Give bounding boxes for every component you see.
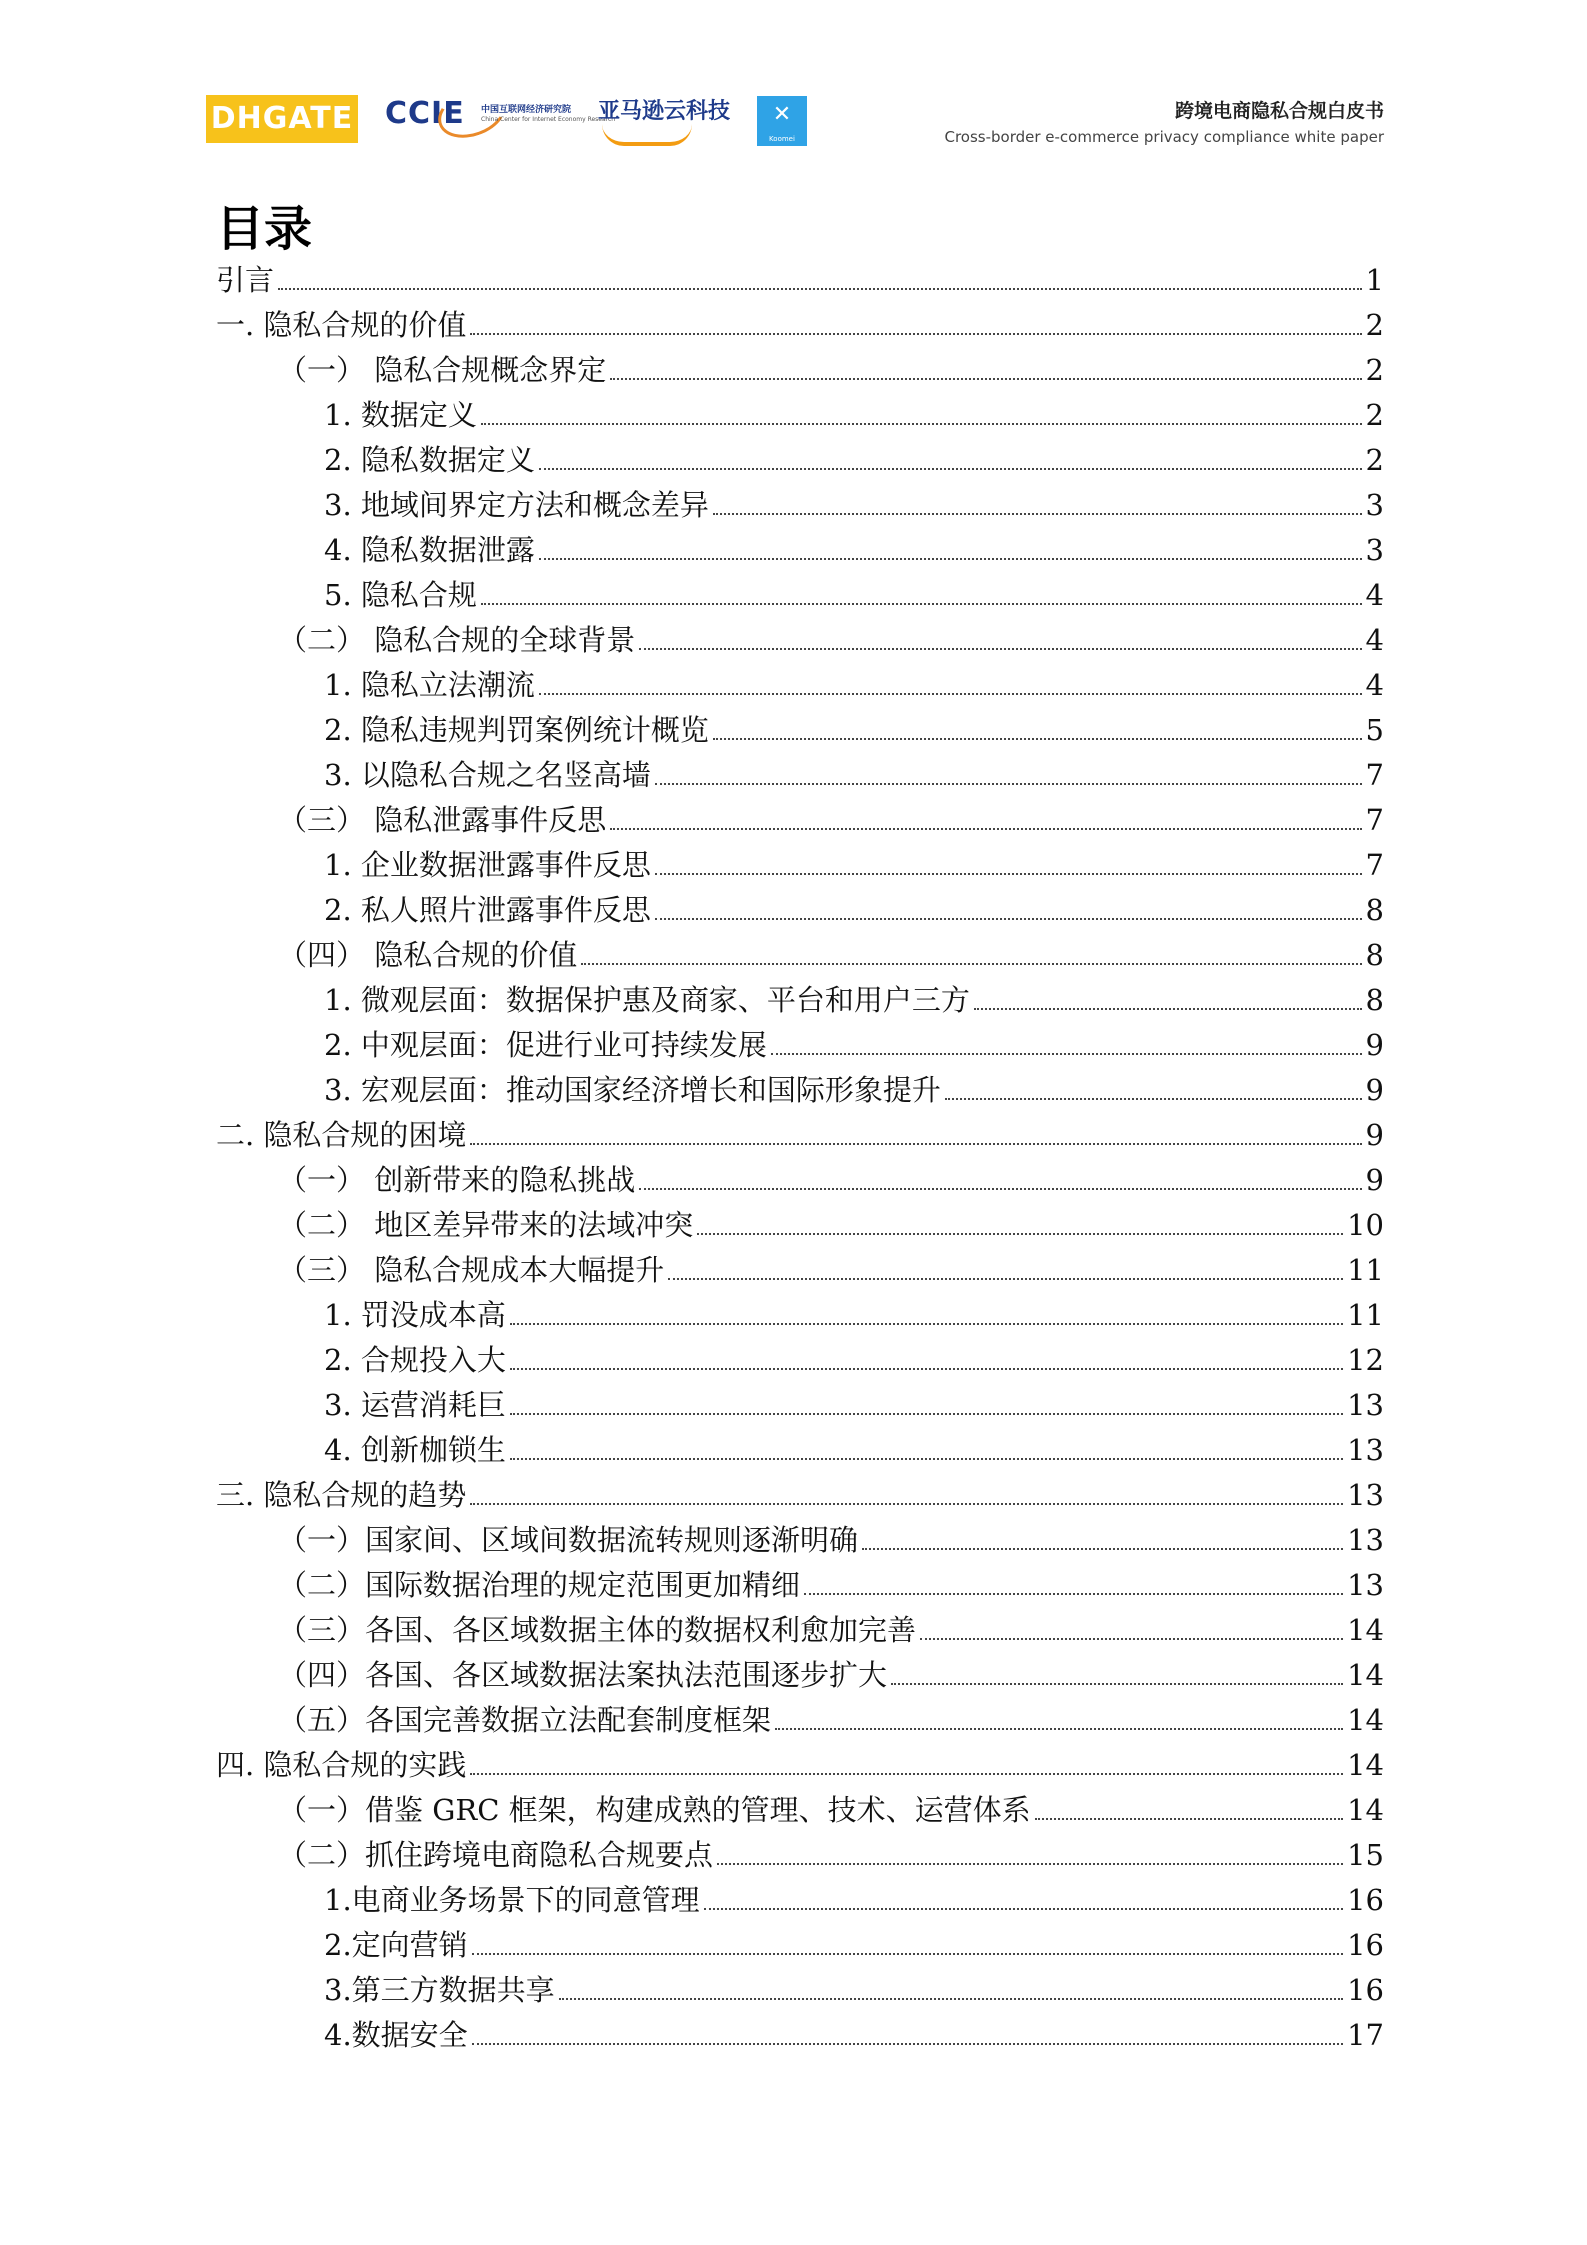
ccie-logo-cn: 中国互联网经济研究院	[481, 105, 572, 115]
toc-entry[interactable]	[324, 1332, 1384, 1377]
toc-entry[interactable]	[278, 1602, 1384, 1647]
amazon-cloud-logo-text: 亚马逊云科技	[598, 99, 731, 124]
toc-leader-dots	[891, 1683, 1343, 1685]
toc-leader-dots	[639, 1188, 1361, 1190]
toc-entry-page-number: 9	[1365, 1118, 1384, 1152]
toc-entry-page-number: 2	[1365, 308, 1384, 342]
toc-leader-dots	[510, 1323, 1343, 1325]
toc-leader-dots	[945, 1098, 1362, 1100]
toc-entry[interactable]	[216, 1107, 1384, 1152]
toc-entry[interactable]	[324, 477, 1384, 522]
toc-entry-page-number: 14	[1347, 1748, 1384, 1782]
toc-entry-label: （三） 隐私合规成本大幅提升	[278, 1253, 665, 1287]
koomei-logo	[757, 96, 807, 146]
toc-entry-page-number: 13	[1347, 1388, 1384, 1422]
toc-entry-page-number: 11	[1347, 1253, 1384, 1287]
toc-entry-page-number: 7	[1365, 758, 1384, 792]
toc-leader-dots	[539, 558, 1362, 560]
toc-entry[interactable]	[216, 297, 1384, 342]
koomei-logo-text: Koomei	[769, 135, 795, 143]
toc-entry-page-number: 13	[1347, 1478, 1384, 1512]
toc-leader-dots	[470, 333, 1361, 335]
toc-entry-page-number: 10	[1347, 1208, 1384, 1242]
toc-entry[interactable]	[324, 1422, 1384, 1467]
toc-entry-page-number: 13	[1347, 1568, 1384, 1602]
toc-entry[interactable]	[324, 882, 1384, 927]
toc-entry-label: 1. 微观层面：数据保护惠及商家、平台和用户三方	[324, 983, 970, 1017]
toc-leader-dots	[713, 738, 1362, 740]
toc-entry-label: 3. 以隐私合规之名竖高墙	[324, 758, 651, 792]
ccie-logo-mark: CCIE	[385, 96, 465, 131]
toc-entry[interactable]	[278, 1827, 1384, 1872]
toc-entry-label: （五）各国完善数据立法配套制度框架	[278, 1703, 772, 1737]
toc-leader-dots	[472, 2043, 1343, 2045]
toc-leader-dots	[470, 1773, 1343, 1775]
toc-entry-page-number: 14	[1347, 1658, 1384, 1692]
toc-entry[interactable]	[278, 1512, 1384, 1557]
toc-entry-page-number: 11	[1347, 1298, 1384, 1332]
toc-entry-label: （三）各国、各区域数据主体的数据权利愈加完善	[278, 1613, 917, 1647]
toc-entry-page-number: 3	[1365, 533, 1384, 567]
toc-leader-dots	[655, 783, 1362, 785]
toc-entry[interactable]	[278, 927, 1384, 972]
toc-entry[interactable]	[324, 567, 1384, 612]
toc-entry-label: 三. 隐私合规的趋势	[216, 1478, 467, 1512]
toc-entry[interactable]	[324, 1962, 1384, 2007]
toc-entry[interactable]	[216, 1467, 1384, 1512]
toc-entry[interactable]	[324, 1017, 1384, 1062]
toc-leader-dots	[862, 1548, 1343, 1550]
toc-entry-page-number: 17	[1347, 2018, 1384, 2052]
toc-leader-dots	[697, 1233, 1343, 1235]
toc-entry-label: 3. 宏观层面：推动国家经济增长和国际形象提升	[324, 1073, 941, 1107]
toc-leader-dots	[539, 468, 1362, 470]
toc-entry-label: （二）国际数据治理的规定范围更加精细	[278, 1568, 801, 1602]
toc-entry-page-number: 9	[1365, 1028, 1384, 1062]
toc-leader-dots	[704, 1908, 1343, 1910]
toc-leader-dots	[470, 1503, 1343, 1505]
toc-entry-label: （一） 隐私合规概念界定	[278, 353, 607, 387]
toc-entry-label: 2. 私人照片泄露事件反思	[324, 893, 651, 927]
toc-entry-page-number: 12	[1347, 1343, 1384, 1377]
toc-entry-label: 3. 地域间界定方法和概念差异	[324, 488, 709, 522]
toc-entry-label: 3.第三方数据共享	[324, 1973, 555, 2007]
toc-entry-page-number: 2	[1365, 398, 1384, 432]
toc-leader-dots	[668, 1278, 1343, 1280]
toc-leader-dots	[581, 963, 1361, 965]
toc-entry-page-number: 4	[1365, 578, 1384, 612]
toc-entry-page-number: 15	[1347, 1838, 1384, 1872]
toc-entry-label: 二. 隐私合规的困境	[216, 1118, 467, 1152]
toc-entry-page-number: 16	[1347, 1973, 1384, 2007]
toc-entry[interactable]	[324, 1377, 1384, 1422]
toc-entry[interactable]	[324, 702, 1384, 747]
toc-entry-page-number: 13	[1347, 1433, 1384, 1467]
toc-entry-page-number: 4	[1365, 623, 1384, 657]
toc-entry-page-number: 14	[1347, 1793, 1384, 1827]
toc-entry-label: （四） 隐私合规的价值	[278, 938, 578, 972]
toc-leader-dots	[481, 603, 1362, 605]
toc-entry-label: 四. 隐私合规的实践	[216, 1748, 467, 1782]
toc-leader-dots	[717, 1863, 1343, 1865]
toc-entry[interactable]	[324, 522, 1384, 567]
toc-entry[interactable]	[278, 1557, 1384, 1602]
toc-entry[interactable]	[278, 792, 1384, 837]
toc-entry-page-number: 7	[1365, 848, 1384, 882]
toc-entry-label: 2. 中观层面：促进行业可持续发展	[324, 1028, 767, 1062]
toc-entry[interactable]	[278, 1782, 1384, 1827]
toc-entry-label: （三） 隐私泄露事件反思	[278, 803, 607, 837]
toc-entry[interactable]	[278, 1692, 1384, 1737]
toc-entry[interactable]	[324, 837, 1384, 882]
toc-entry-label: （二）抓住跨境电商隐私合规要点	[278, 1838, 714, 1872]
toc-leader-dots	[775, 1728, 1343, 1730]
toc-entry-page-number: 2	[1365, 353, 1384, 387]
toc-entry-label: （一）国家间、区域间数据流转规则逐渐明确	[278, 1523, 859, 1557]
toc-leader-dots	[510, 1458, 1343, 1460]
toc-leader-dots	[804, 1593, 1343, 1595]
toc-leader-dots	[639, 648, 1361, 650]
table-of-contents	[0, 252, 1587, 2052]
page-header	[0, 0, 1587, 170]
toc-entry-page-number: 1	[1365, 263, 1384, 297]
ccie-logo	[385, 90, 616, 152]
toc-entry[interactable]	[216, 1737, 1384, 1782]
toc-entry[interactable]	[324, 2007, 1384, 2052]
amazon-cloud-logo	[598, 94, 748, 150]
toc-entry-page-number: 13	[1347, 1523, 1384, 1557]
toc-entry[interactable]	[278, 612, 1384, 657]
toc-entry-page-number: 8	[1365, 938, 1384, 972]
toc-leader-dots	[278, 288, 1362, 290]
document-title-en: Cross-border e-commerce privacy compliance white paper	[944, 128, 1384, 146]
toc-entry-page-number: 16	[1347, 1928, 1384, 1962]
toc-entry-label: 4.数据安全	[324, 2018, 468, 2052]
toc-entry-label: （四）各国、各区域数据法案执法范围逐步扩大	[278, 1658, 888, 1692]
amazon-smile-icon	[602, 124, 692, 146]
toc-entry-label: （二） 地区差异带来的法域冲突	[278, 1208, 694, 1242]
toc-leader-dots	[610, 378, 1361, 380]
toc-entry-label: 1. 罚没成本高	[324, 1298, 506, 1332]
toc-entry-label: 1. 数据定义	[324, 398, 477, 432]
toc-leader-dots	[655, 873, 1362, 875]
toc-entry-label: 3. 运营消耗巨	[324, 1388, 506, 1422]
toc-leader-dots	[655, 918, 1362, 920]
toc-entry[interactable]	[324, 432, 1384, 477]
ccie-logo-en: China Center for Internet Economy Research	[481, 116, 616, 123]
toc-entry-label: 1. 隐私立法潮流	[324, 668, 535, 702]
toc-entry-page-number: 14	[1347, 1613, 1384, 1647]
toc-entry[interactable]	[324, 1287, 1384, 1332]
toc-entry-page-number: 14	[1347, 1703, 1384, 1737]
toc-entry[interactable]	[324, 657, 1384, 702]
toc-entry[interactable]	[324, 1917, 1384, 1962]
toc-leader-dots	[974, 1008, 1362, 1010]
toc-entry[interactable]	[324, 1872, 1384, 1917]
toc-entry[interactable]	[278, 1242, 1384, 1287]
toc-entry-label: 1.电商业务场景下的同意管理	[324, 1883, 700, 1917]
toc-entry-page-number: 8	[1365, 983, 1384, 1017]
toc-entry-page-number: 9	[1365, 1073, 1384, 1107]
toc-entry-page-number: 4	[1365, 668, 1384, 702]
toc-entry-page-number: 5	[1365, 713, 1384, 747]
toc-entry[interactable]	[324, 972, 1384, 1017]
dhgate-logo: DHGATE	[206, 95, 358, 143]
toc-leader-dots	[771, 1053, 1362, 1055]
toc-entry-page-number: 3	[1365, 488, 1384, 522]
toc-entry-page-number: 2	[1365, 443, 1384, 477]
toc-entry-label: 4. 隐私数据泄露	[324, 533, 535, 567]
toc-entry[interactable]	[216, 252, 1384, 297]
toc-entry-label: 4. 创新枷锁生	[324, 1433, 506, 1467]
toc-leader-dots	[510, 1413, 1343, 1415]
toc-entry-label: 2. 隐私数据定义	[324, 443, 535, 477]
document-title-cn: 跨境电商隐私合规白皮书	[1174, 100, 1384, 122]
toc-entry[interactable]	[278, 342, 1384, 387]
koomei-k-icon: ✕	[772, 102, 792, 127]
toc-entry-label: 5. 隐私合规	[324, 578, 477, 612]
toc-entry[interactable]	[324, 747, 1384, 792]
toc-entry-label: 引言	[216, 263, 275, 297]
toc-entry-label: 2. 隐私违规判罚案例统计概览	[324, 713, 709, 747]
toc-leader-dots	[539, 693, 1362, 695]
toc-leader-dots	[920, 1638, 1343, 1640]
toc-leader-dots	[610, 828, 1361, 830]
toc-entry-label: （一） 创新带来的隐私挑战	[278, 1163, 636, 1197]
toc-entry-page-number: 8	[1365, 893, 1384, 927]
toc-entry-label: 1. 企业数据泄露事件反思	[324, 848, 651, 882]
toc-leader-dots	[713, 513, 1362, 515]
toc-leader-dots	[559, 1998, 1343, 2000]
toc-entry[interactable]	[324, 387, 1384, 432]
toc-leader-dots	[481, 423, 1362, 425]
toc-entry-page-number: 7	[1365, 803, 1384, 837]
toc-entry-label: （一）借鉴 GRC 框架，构建成熟的管理、技术、运营体系	[278, 1793, 1031, 1827]
toc-leader-dots	[510, 1368, 1343, 1370]
toc-leader-dots	[470, 1143, 1361, 1145]
toc-entry-page-number: 9	[1365, 1163, 1384, 1197]
toc-leader-dots	[1035, 1818, 1343, 1820]
toc-entry[interactable]	[278, 1197, 1384, 1242]
toc-entry-label: 2. 合规投入大	[324, 1343, 506, 1377]
toc-entry[interactable]	[278, 1152, 1384, 1197]
toc-heading: 目录	[216, 201, 313, 257]
toc-entry-label: （二） 隐私合规的全球背景	[278, 623, 636, 657]
toc-entry-label: 2.定向营销	[324, 1928, 468, 1962]
toc-leader-dots	[472, 1953, 1343, 1955]
toc-entry-page-number: 16	[1347, 1883, 1384, 1917]
toc-entry-label: 一. 隐私合规的价值	[216, 308, 467, 342]
toc-entry[interactable]	[278, 1647, 1384, 1692]
toc-entry[interactable]	[324, 1062, 1384, 1107]
